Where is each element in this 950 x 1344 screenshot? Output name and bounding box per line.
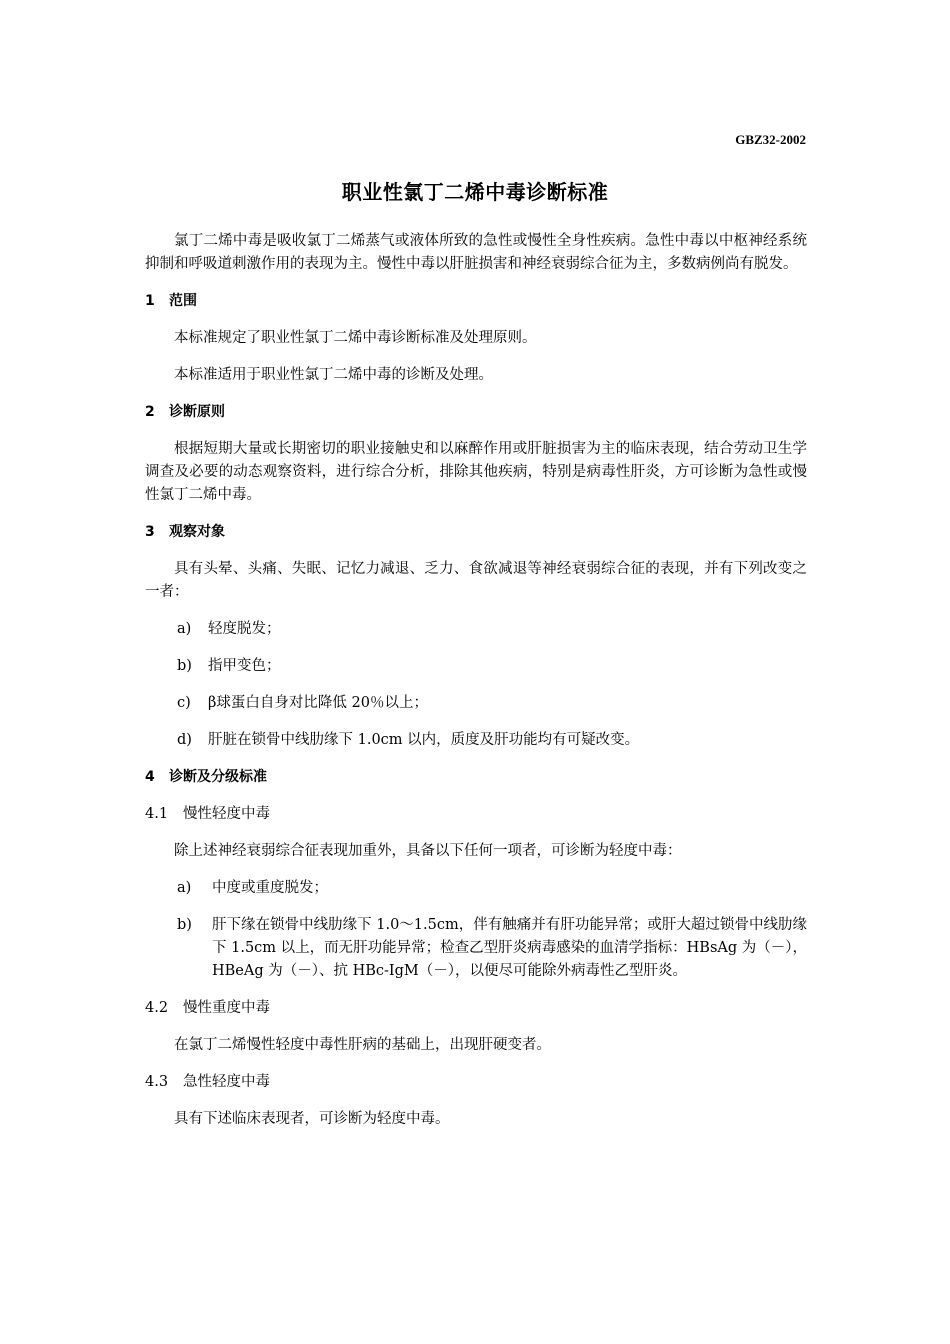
section-number: 3	[145, 524, 155, 540]
list-item	[145, 692, 807, 715]
subsection-title: 急性轻度中毒	[183, 1074, 270, 1090]
list-marker: b)	[177, 658, 192, 674]
list-item-text: 轻度脱发；	[208, 621, 281, 637]
list-marker: a)	[177, 621, 192, 637]
list-item	[145, 655, 807, 678]
list-marker: d)	[177, 732, 192, 748]
list-item	[145, 877, 807, 900]
section-number: 2	[145, 404, 155, 420]
list-item-text: 中度或重度脱发；	[212, 880, 328, 896]
subsection-title: 慢性重度中毒	[183, 1000, 270, 1016]
list-item	[145, 618, 807, 641]
list-marker: c)	[177, 695, 191, 711]
scope-paragraph-2: 本标准适用于职业性氯丁二烯中毒的诊断及处理。	[174, 367, 493, 383]
subsection-4-3-heading	[145, 1071, 807, 1094]
list-marker: b)	[177, 917, 192, 933]
severe-chronic-paragraph: 在氯丁二烯慢性轻度中毒性肝病的基础上，出现肝硬变者。	[174, 1037, 551, 1053]
subsection-4-1-heading	[145, 803, 807, 826]
section-1-heading	[145, 290, 807, 313]
subsection-number: 4.2	[145, 1000, 169, 1016]
list-item-text: 肝下缘在锁骨中线肋缘下 1.0～1.5cm，伴有触痛并有肝功能异常；或肝大超过锁骨中线肋缘下 1.5cm 以上，而无肝功能异常；检查乙型肝炎病毒感染的血清学指标：HBsAg 为（－），HBeAg 为（－）、抗 HBc-IgM（－），以便尽可能除外病毒性乙型肝炎。	[212, 917, 807, 979]
list-item-text: 肝脏在锁骨中线肋缘下 1.0cm 以内，质度及肝功能均有可疑改变。	[208, 732, 640, 748]
list-item-text: β球蛋白自身对比降低 20％以上；	[208, 695, 428, 711]
list-item	[145, 729, 807, 752]
subsection-number: 4.1	[145, 806, 169, 822]
section-title: 诊断及分级标准	[169, 769, 267, 785]
document-title: 职业性氯丁二烯中毒诊断标准	[341, 180, 609, 204]
scope-paragraph-1: 本标准规定了职业性氯丁二烯中毒诊断标准及处理原则。	[174, 330, 537, 346]
section-title: 观察对象	[169, 524, 225, 540]
document-body	[145, 230, 807, 1145]
list-item	[145, 914, 807, 983]
mild-acute-paragraph: 具有下述临床表现者，可诊断为轻度中毒。	[174, 1111, 450, 1127]
mild-chronic-paragraph: 除上述神经衰弱综合征表现加重外，具备以下任何一项者，可诊断为轻度中毒：	[174, 843, 682, 859]
subsection-number: 4.3	[145, 1074, 169, 1090]
subsection-title: 慢性轻度中毒	[183, 806, 270, 822]
section-2-heading	[145, 401, 807, 424]
section-3-heading	[145, 521, 807, 544]
section-number: 1	[145, 293, 155, 309]
diagnosis-principle-paragraph: 根据短期大量或长期密切的职业接触史和以麻醉作用或肝脏损害为主的临床表现，结合劳动卫生学调查及必要的动态观察资料，进行综合分析，排除其他疾病，特别是病毒性肝炎，方可诊断为急性或慢性氯丁二烯中毒。	[145, 441, 807, 503]
intro-paragraph: 氯丁二烯中毒是吸收氯丁二烯蒸气或液体所致的急性或慢性全身性疾病。急性中毒以中枢神经系统抑制和呼吸道刺激作用的表现为主。慢性中毒以肝脏损害和神经衰弱综合征为主，多数病例尚有脱发。	[145, 233, 807, 272]
observation-paragraph: 具有头晕、头痛、失眠、记忆力减退、乏力、食欲减退等神经衰弱综合征的表现，并有下列改变之一者：	[145, 561, 807, 600]
list-marker: a)	[177, 880, 192, 896]
section-title: 范围	[169, 293, 197, 309]
subsection-4-2-heading	[145, 997, 807, 1020]
section-number: 4	[145, 769, 155, 785]
standard-code: GBZ32-2002	[735, 132, 806, 147]
list-item-text: 指甲变色；	[208, 658, 281, 674]
section-4-heading	[145, 766, 807, 789]
section-title: 诊断原则	[169, 404, 225, 420]
